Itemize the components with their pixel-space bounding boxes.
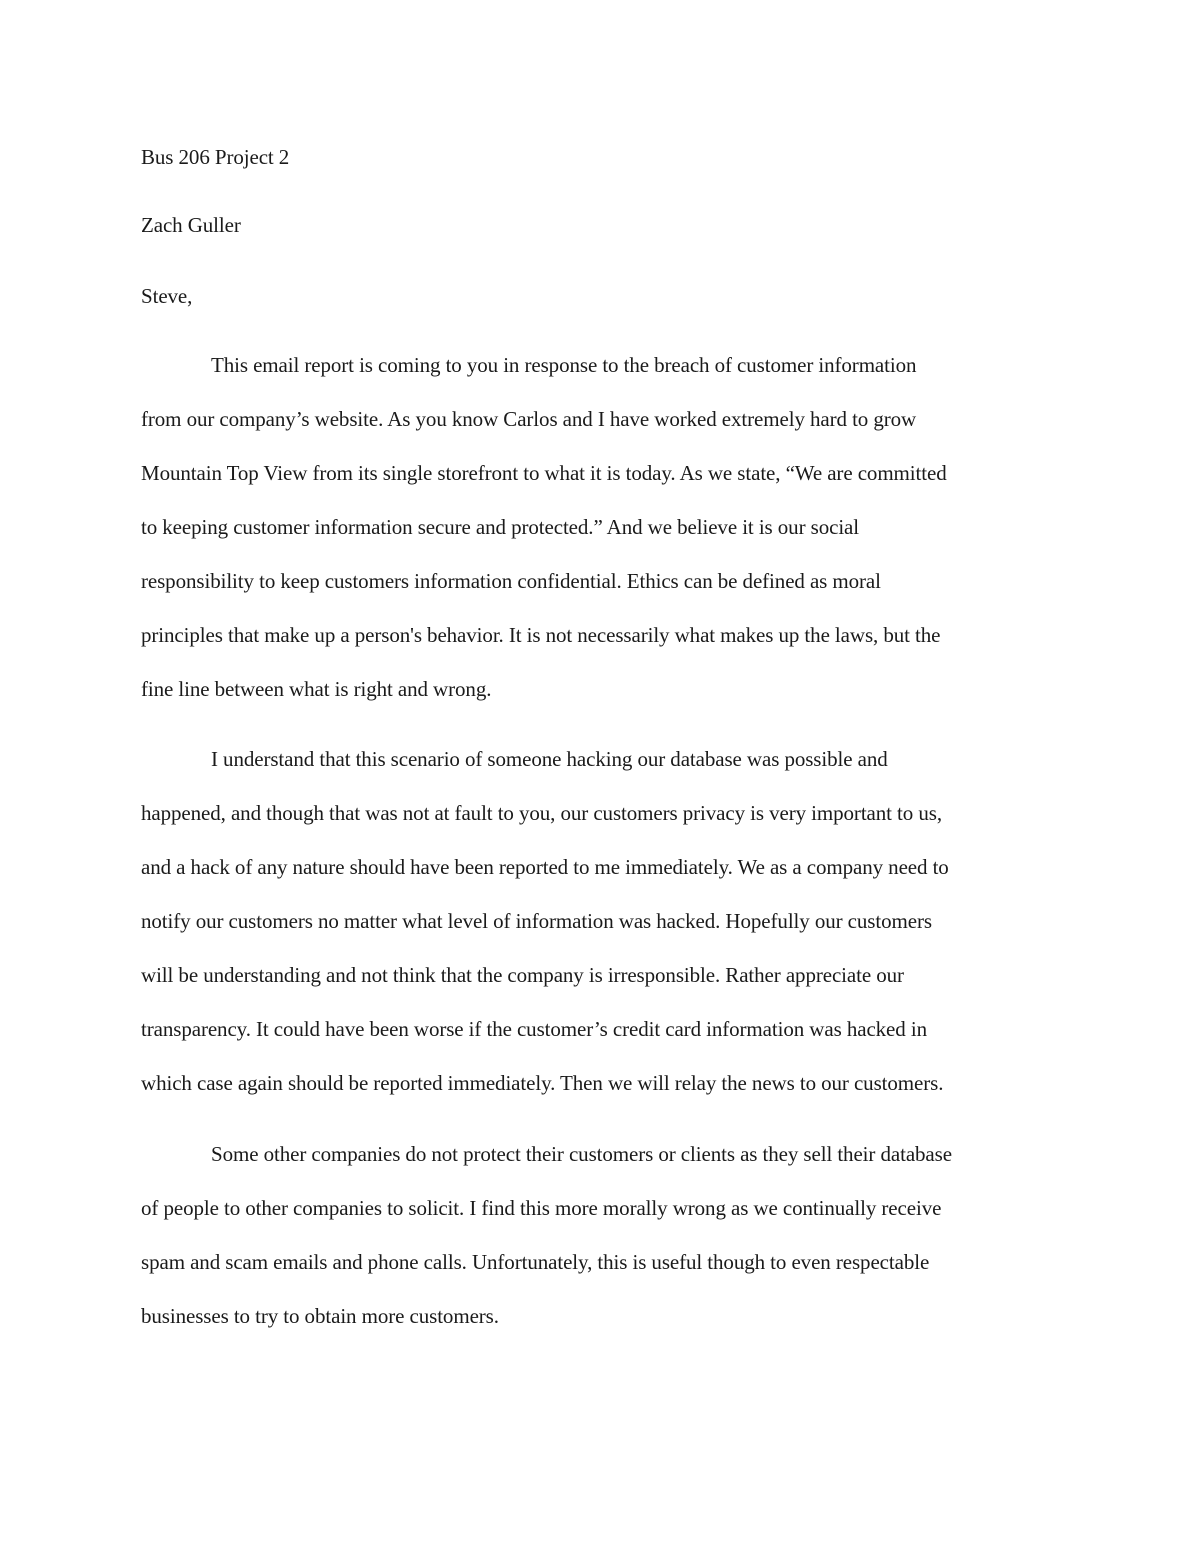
paragraph-line: transparency. It could have been worse if the customer’s credit card information was hacked in — [141, 1017, 927, 1041]
paragraph-line: fine line between what is right and wrong. — [141, 677, 492, 701]
paragraph-line: happened, and though that was not at fault to you, our customers privacy is very important to us, — [141, 801, 942, 825]
paragraph-line: Mountain Top View from its single storefront to what it is today. As we state, “We are committed — [141, 461, 947, 485]
paragraph-1 — [141, 338, 1061, 716]
paragraph-line: of people to other companies to solicit. I find this more morally wrong as we continually receive — [141, 1196, 942, 1220]
paragraph-line: to keeping customer information secure and protected.” And we believe it is our social — [141, 515, 860, 539]
paragraph-line: businesses to try to obtain more customers. — [141, 1304, 499, 1328]
paragraph-line: Some other companies do not protect their customers or clients as they sell their database — [211, 1142, 952, 1166]
course-title: Bus 206 Project 2 — [141, 145, 290, 169]
paragraph-line: principles that make up a person's behavior. It is not necessarily what makes up the laws, but the — [141, 623, 941, 647]
author-name: Zach Guller — [141, 213, 241, 237]
salutation: Steve, — [141, 284, 193, 308]
paragraph-2 — [141, 732, 1061, 1110]
paragraph-line: spam and scam emails and phone calls. Unfortunately, this is useful though to even respectable — [141, 1250, 930, 1274]
paragraph-3 — [141, 1127, 1061, 1343]
paragraph-line: responsibility to keep customers information confidential. Ethics can be defined as moral — [141, 569, 881, 593]
paragraph-line: will be understanding and not think that the company is irresponsible. Rather appreciate our — [141, 963, 904, 987]
paragraph-line: from our company’s website. As you know Carlos and I have worked extremely hard to grow — [141, 407, 917, 431]
paragraph-line: notify our customers no matter what level of information was hacked. Hopefully our customers — [141, 909, 932, 933]
paragraph-line: which case again should be reported immediately. Then we will relay the news to our customers. — [141, 1071, 944, 1095]
paragraph-line: and a hack of any nature should have been reported to me immediately. We as a company need to — [141, 855, 949, 879]
paragraph-line: This email report is coming to you in response to the breach of customer information — [211, 353, 917, 377]
paragraph-line: I understand that this scenario of someone hacking our database was possible and — [211, 747, 888, 771]
